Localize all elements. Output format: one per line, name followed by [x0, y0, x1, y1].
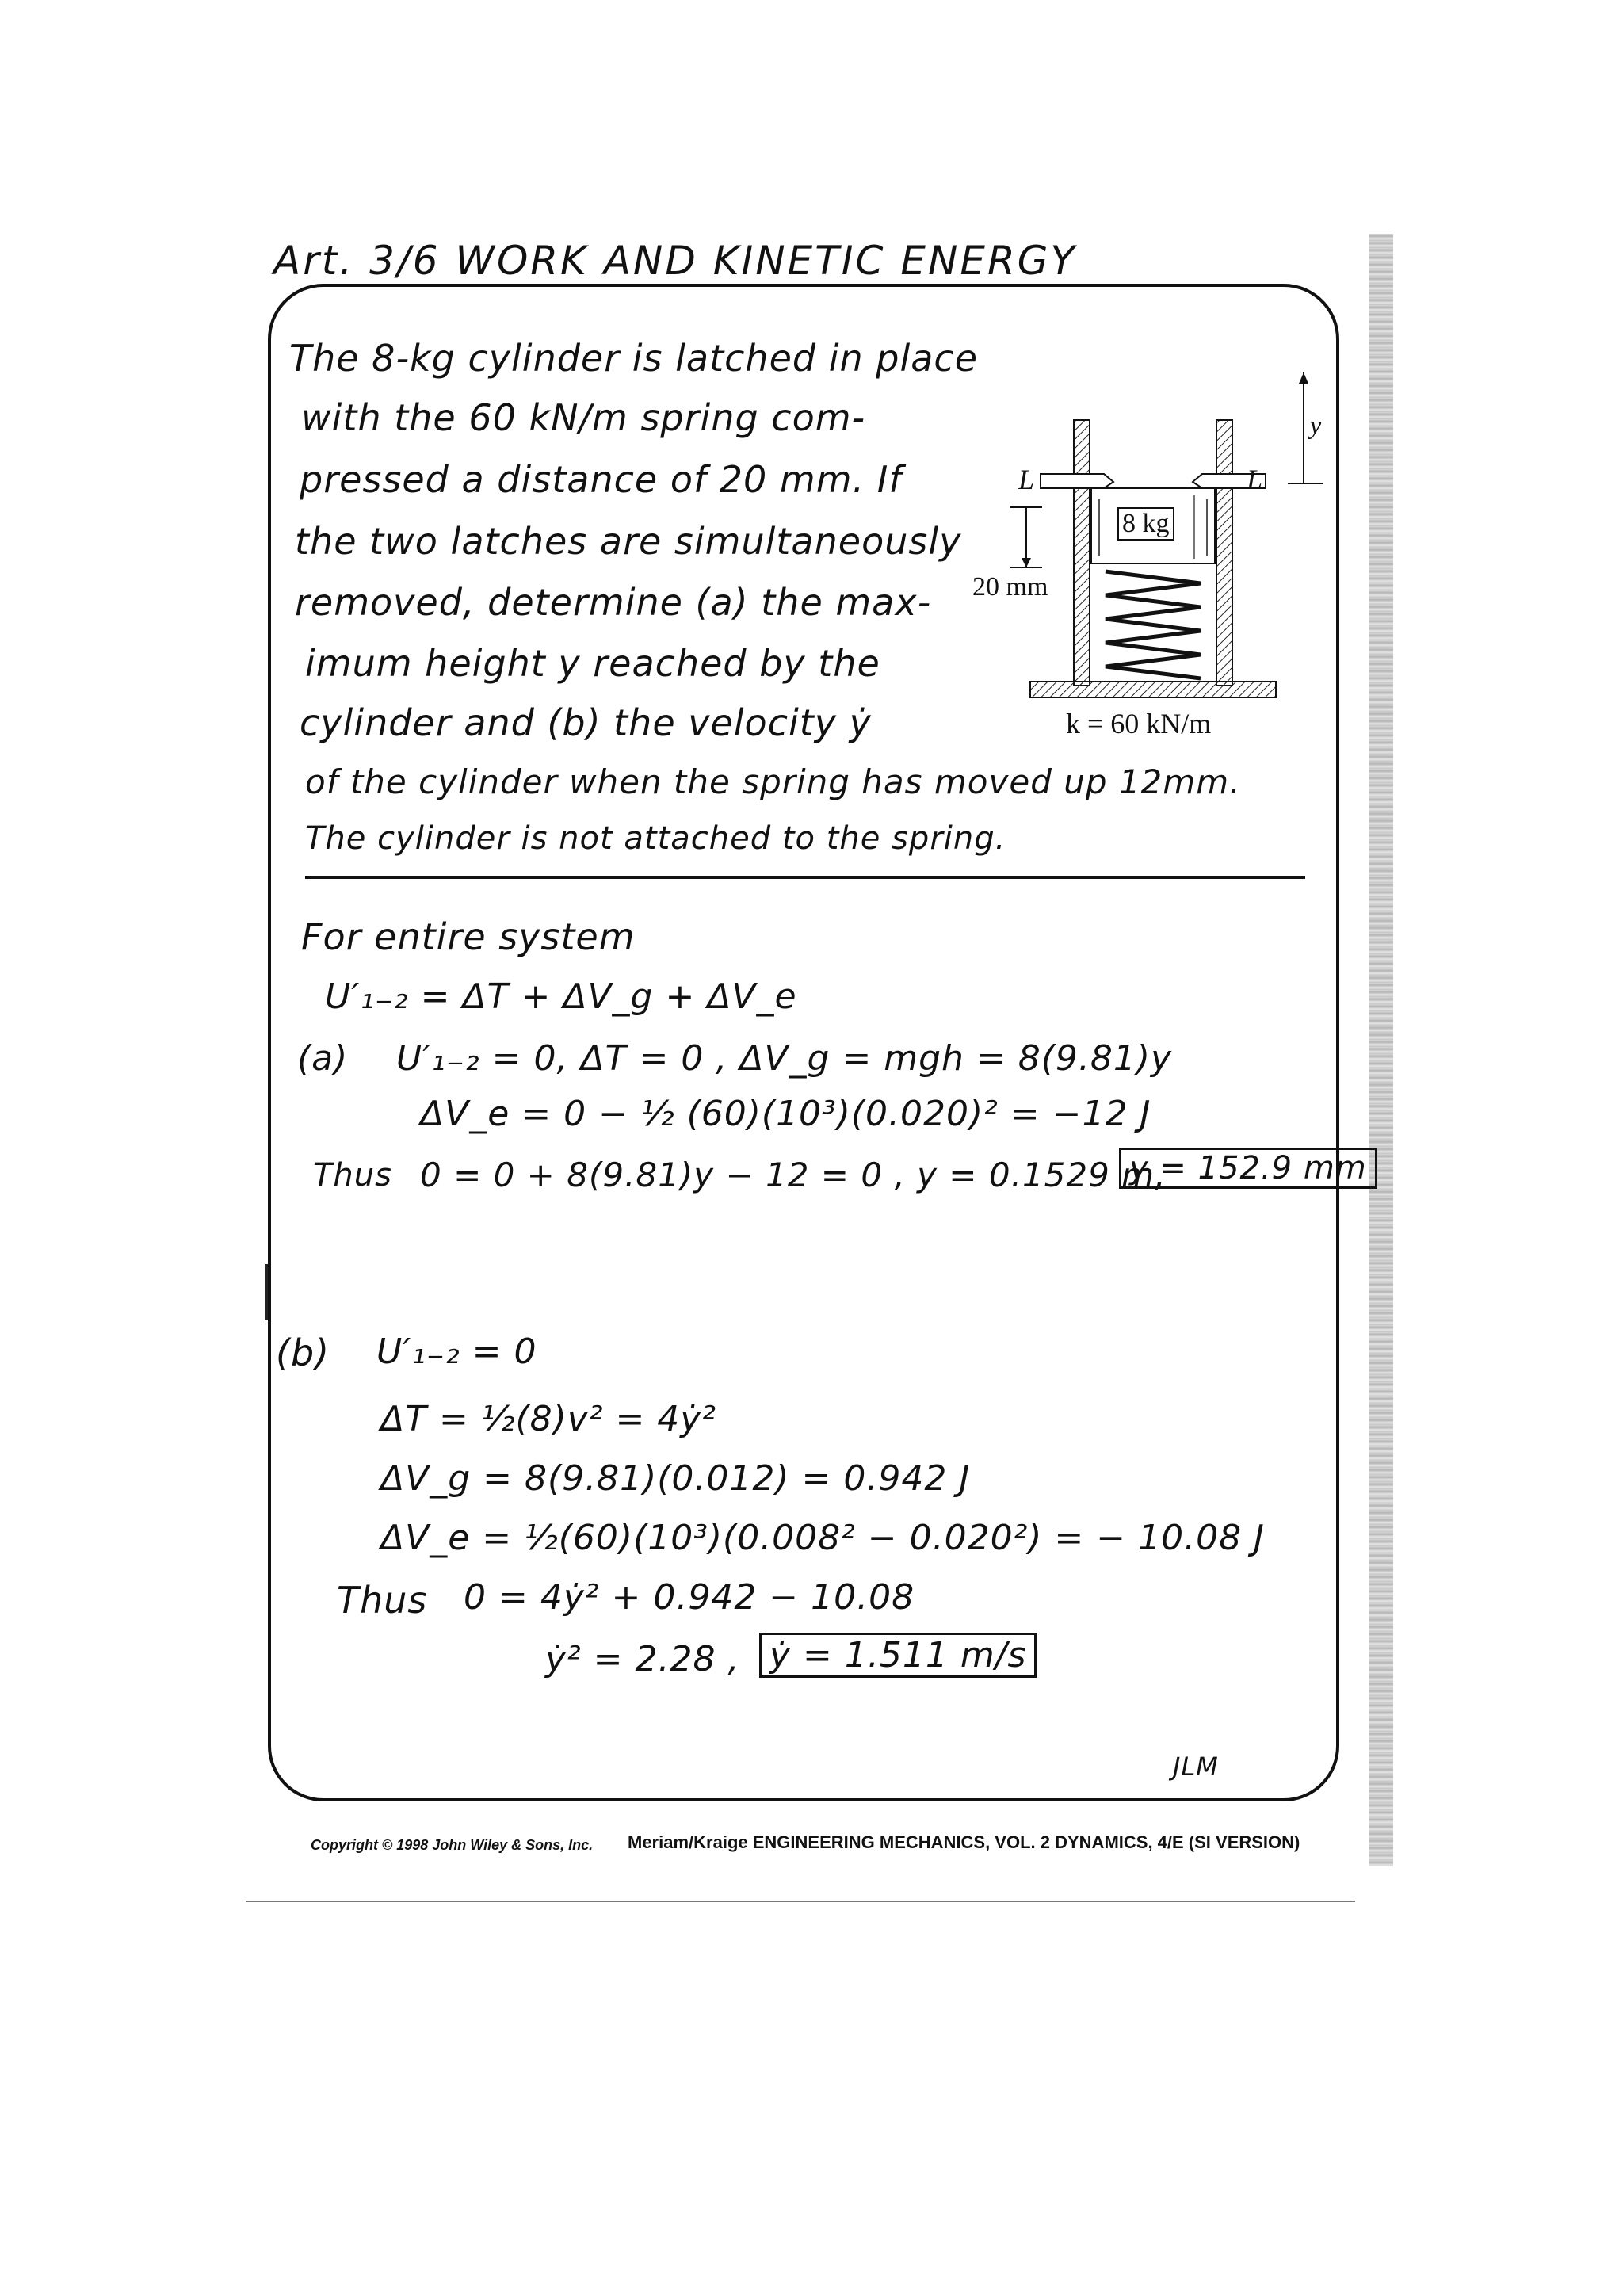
energy-equation: U′₁₋₂ = ΔT + ΔV_g + ΔV_e	[325, 976, 797, 1017]
part-b-line-1: U′₁₋₂ = 0	[376, 1331, 537, 1372]
spring-cylinder-figure	[972, 349, 1351, 745]
part-a-thus-equation: 0 = 0 + 8(9.81)y − 12 = 0 , y = 0.1529 m,	[420, 1156, 1167, 1194]
mass-label: 8 kg	[1117, 507, 1174, 541]
latch-left-label: L	[1018, 464, 1035, 495]
part-b-line-4: ΔV_e = ½(60)(10³)(0.008² − 0.020²) = − 10.08 J	[380, 1518, 1266, 1558]
section-divider	[305, 876, 1305, 879]
latch-left	[1041, 474, 1113, 488]
tube-right-wall	[1216, 420, 1232, 686]
problem-line-5: removed, determine (a) the max-	[295, 581, 932, 624]
problem-line-4: the two latches are simultaneously	[295, 520, 962, 563]
compression-label: 20 mm	[972, 572, 1048, 602]
part-a-line-2: ΔV_e = 0 − ½ (60)(10³)(0.020)² = −12 J	[420, 1094, 1151, 1134]
solution-intro: For entire system	[301, 915, 636, 958]
problem-line-2: with the 60 kN/m spring com-	[301, 396, 866, 439]
problem-line-9: The cylinder is not attached to the spring.	[305, 820, 1006, 857]
part-b-line-2: ΔT = ½(8)v² = 4ẏ²	[380, 1399, 716, 1439]
y-label: y	[1310, 411, 1322, 439]
page-title: Art. 3/6 WORK AND KINETIC ENERGY	[273, 238, 1077, 284]
spring-constant-label: k = 60 kN/m	[1066, 708, 1212, 739]
part-b-label: (b)	[276, 1331, 330, 1374]
part-a-label: (a)	[297, 1038, 349, 1079]
part-b-result: ẏ² = 2.28 ,	[545, 1639, 740, 1679]
copyright-notice: Copyright © 1998 John Wiley & Sons, Inc.	[311, 1837, 594, 1853]
part-b-line-3: ΔV_g = 8(9.81)(0.012) = 0.942 J	[380, 1458, 971, 1499]
part-b-thus-label: Thus	[337, 1579, 428, 1622]
problem-line-7: cylinder and (b) the velocity ẏ	[300, 701, 872, 744]
problem-line-6: imum height y reached by the	[305, 642, 880, 685]
problem-line-8: of the cylinder when the spring has moved up 12mm.	[305, 762, 1241, 801]
part-b-thus-equation: 0 = 4ẏ² + 0.942 − 10.08	[464, 1577, 915, 1618]
ground	[1030, 682, 1276, 697]
spring	[1106, 571, 1201, 678]
scan-shadow-edge	[1369, 234, 1393, 1866]
part-a-line-1: U′₁₋₂ = 0, ΔT = 0 , ΔV_g = mgh = 8(9.81)y	[396, 1038, 1173, 1079]
page-edge-line	[246, 1901, 1355, 1902]
part-a-thus-label: Thus	[313, 1157, 392, 1194]
author-initials: JLM	[1173, 1752, 1219, 1782]
figure-drawing	[995, 349, 1351, 745]
tube-left-wall	[1074, 420, 1090, 686]
part-b-answer-box: ẏ = 1.511 m/s	[759, 1633, 1037, 1678]
up-arrow-icon	[1299, 372, 1308, 384]
problem-line-1: The 8-kg cylinder is latched in place	[289, 337, 979, 380]
latch-right-label: L	[1247, 464, 1263, 495]
part-a-answer-box: y = 152.9 mm	[1119, 1148, 1377, 1189]
book-reference: Meriam/Kraige ENGINEERING MECHANICS, VOL. 2 DYNAMICS, 4/E (SI VERSION)	[628, 1832, 1300, 1852]
problem-line-3: pressed a distance of 20 mm. If	[300, 458, 903, 501]
